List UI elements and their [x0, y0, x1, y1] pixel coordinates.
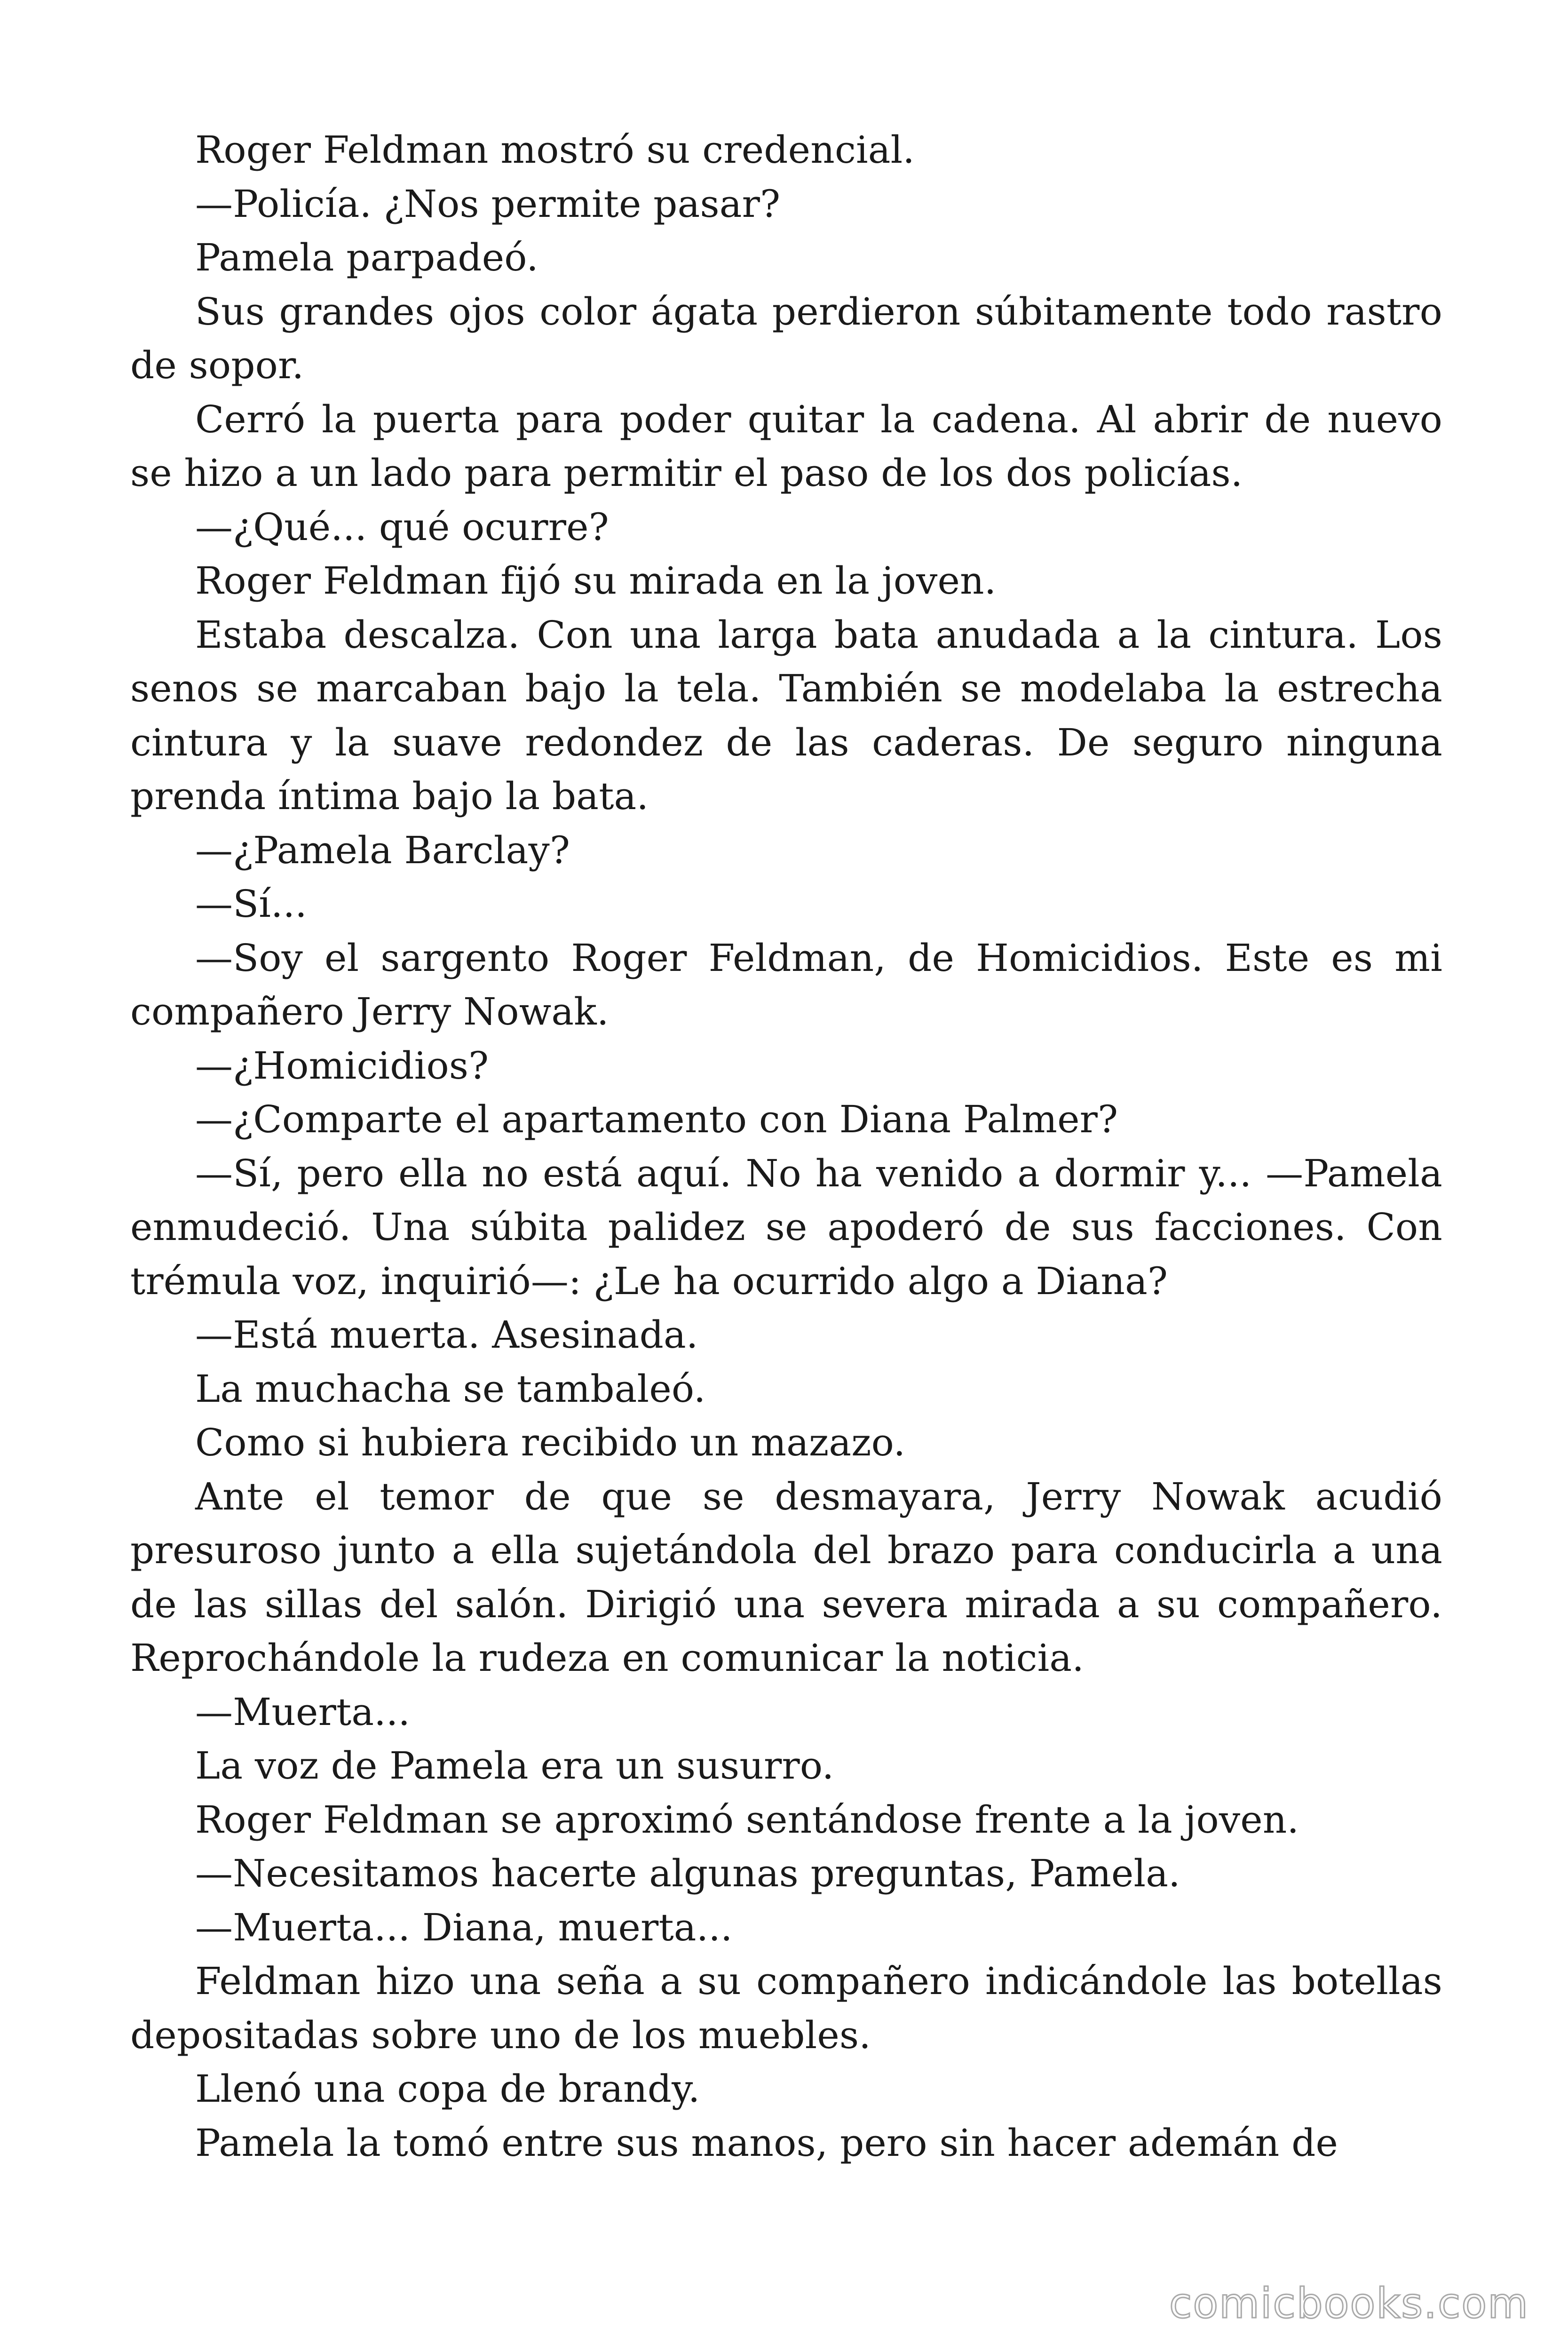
- paragraph: Sus grandes ojos color ágata perdieron súbitamente todo rastro de sopor.: [130, 289, 1442, 387]
- paragraph: —Sí...: [195, 882, 307, 926]
- watermark: comicbooks.com: [1169, 2279, 1529, 2328]
- paragraph: —Necesitamos hacerte algunas preguntas, Pamela.: [195, 1851, 1180, 1895]
- paragraph: Como si hubiera recibido un mazazo.: [195, 1421, 906, 1464]
- paragraph: La muchacha se tambaleó.: [195, 1367, 706, 1411]
- paragraph: Llenó una copa de brandy.: [195, 2067, 700, 2111]
- paragraph: —Soy el sargento Roger Feldman, de Homicidios. Este es mi compañero Jerry Nowak.: [130, 936, 1442, 1033]
- paragraph: —¿Comparte el apartamento con Diana Palmer?: [195, 1097, 1118, 1141]
- paragraph: Feldman hizo una seña a su compañero indicándole las botellas depositadas sobre uno de los muebles.: [130, 1959, 1442, 2057]
- paragraph: —Está muerta. Asesinada.: [195, 1313, 698, 1357]
- paragraph: —Muerta... Diana, muerta...: [195, 1905, 733, 1949]
- paragraph: Roger Feldman se aproximó sentándose frente a la joven.: [195, 1797, 1299, 1842]
- book-page-text: [130, 123, 1442, 2170]
- paragraph: Roger Feldman mostró su credencial.: [195, 128, 915, 172]
- paragraph: —¿Pamela Barclay?: [195, 828, 570, 872]
- paragraph: —Sí, pero ella no está aquí. No ha venido a dormir y... —Pamela enmudeció. Una súbita palidez se apoderó de sus facciones. Con trémula voz, inquirió—: ¿Le ha ocurrido algo a Diana?: [130, 1151, 1442, 1303]
- paragraph: —¿Homicidios?: [195, 1043, 489, 1088]
- paragraph: Pamela parpadeó.: [195, 236, 539, 279]
- paragraph: Ante el temor de que se desmayara, Jerry Nowak acudió presuroso junto a ella sujetándola del brazo para conducirla a una de las sillas del salón. Dirigió una severa mirada a su compañero. Reprochándole la rudeza en comunicar la noticia.: [130, 1474, 1442, 1680]
- paragraph: Roger Feldman fijó su mirada en la joven.: [195, 559, 997, 603]
- paragraph: —Policía. ¿Nos permite pasar?: [195, 182, 781, 226]
- paragraph: Estaba descalza. Con una larga bata anudada a la cintura. Los senos se marcaban bajo la tela. También se modelaba la estrecha cintura y la suave redondez de las caderas. De seguro ninguna prenda íntima bajo la bata.: [130, 612, 1442, 818]
- paragraph: Cerró la puerta para poder quitar la cadena. Al abrir de nuevo se hizo a un lado para permitir el paso de los dos policías.: [130, 397, 1442, 495]
- paragraph: Pamela la tomó entre sus manos, pero sin hacer ademán de: [195, 2121, 1338, 2165]
- paragraph: —Muerta...: [195, 1690, 411, 1734]
- paragraph: La voz de Pamela era un susurro.: [195, 1744, 834, 1788]
- paragraph: —¿Qué... qué ocurre?: [195, 505, 609, 549]
